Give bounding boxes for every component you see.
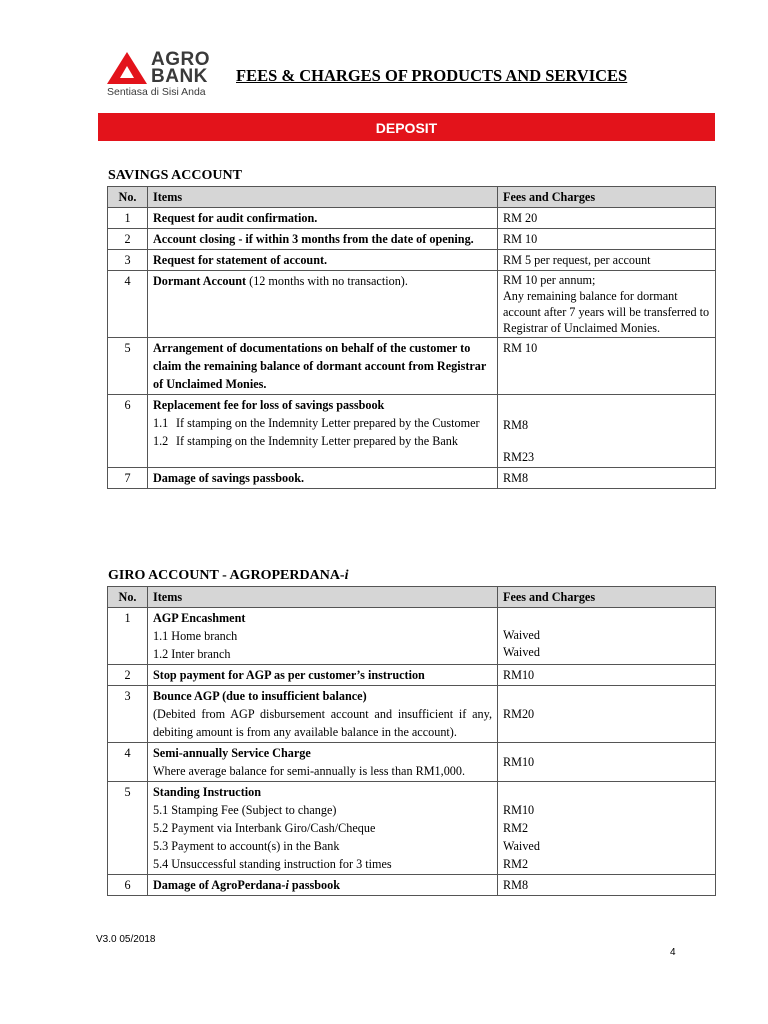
savings-section-title: SAVINGS ACCOUNT bbox=[108, 168, 242, 183]
row-fee: RM10 bbox=[498, 665, 716, 686]
sub-item: 5.1 Stamping Fee (Subject to change) bbox=[153, 803, 337, 817]
row-item-heading: Replacement fee for loss of savings passbook bbox=[153, 398, 385, 412]
row-item bbox=[148, 743, 498, 782]
row-fee: RM 5 per request, per account bbox=[498, 250, 716, 271]
row-fee bbox=[498, 608, 716, 665]
sub-item: 5.3 Payment to account(s) in the Bank bbox=[153, 839, 340, 853]
row-item bbox=[148, 608, 498, 665]
table-row bbox=[108, 250, 716, 271]
page-number: 4 bbox=[670, 947, 676, 958]
row-no: 6 bbox=[108, 875, 148, 896]
document-title: FEES & CHARGES OF PRODUCTS AND SERVICES bbox=[236, 66, 628, 85]
row-fee: RM8 bbox=[498, 468, 716, 489]
header-fees: Fees and Charges bbox=[498, 187, 716, 208]
giro-section-title bbox=[108, 568, 348, 584]
table-row bbox=[108, 229, 716, 250]
sub-item bbox=[153, 414, 492, 432]
row-item: Damage of savings passbook. bbox=[148, 468, 498, 489]
row-fee: RM10 bbox=[498, 743, 716, 782]
sub-fee: RM23 bbox=[503, 450, 535, 464]
row-item: Arrangement of documentations on behalf of the customer to claim the remaining balance of dormant account from Registrar of Unclaimed Monies. bbox=[148, 338, 498, 395]
document-version: V3.0 05/2018 bbox=[96, 934, 156, 945]
row-fee: RM8 bbox=[498, 875, 716, 896]
table-row bbox=[108, 608, 716, 665]
row-no: 2 bbox=[108, 665, 148, 686]
sub-item-num: 1.2 bbox=[153, 434, 169, 448]
row-fee: RM 10 bbox=[498, 338, 716, 395]
row-fee: RM 10 bbox=[498, 229, 716, 250]
row-item bbox=[148, 782, 498, 875]
row-no: 4 bbox=[108, 271, 148, 338]
table-row bbox=[108, 686, 716, 743]
row-item-desc: (Debited from AGP disbursement account and insufficient if any, debiting amount is from any available balance in the account). bbox=[153, 707, 492, 739]
header-items: Items bbox=[148, 587, 498, 608]
sub-item-text: If stamping on the Indemnity Letter prepared by the Customer bbox=[176, 416, 480, 430]
giro-title-italic: i bbox=[344, 568, 349, 583]
row-item: Request for audit confirmation. bbox=[148, 208, 498, 229]
sub-item: 1.1 Home branch bbox=[153, 629, 238, 643]
row-item bbox=[148, 271, 498, 338]
row-item-desc: Where average balance for semi-annually is less than RM1,000. bbox=[153, 764, 466, 778]
sub-item: 5.4 Unsuccessful standing instruction for 3 times bbox=[153, 857, 392, 871]
table-row bbox=[108, 665, 716, 686]
sub-fee: RM2 bbox=[503, 857, 529, 871]
table-row bbox=[108, 395, 716, 468]
table-row bbox=[108, 208, 716, 229]
row-item-main: Damage of AgroPerdana- bbox=[153, 878, 286, 892]
table-header-row bbox=[108, 587, 716, 608]
row-item: Stop payment for AGP as per customer’s instruction bbox=[148, 665, 498, 686]
row-item-bold: Dormant Account bbox=[153, 274, 247, 288]
logo-text-agro: AGRO bbox=[151, 49, 210, 70]
row-item-italic: i bbox=[285, 878, 289, 892]
row-no: 6 bbox=[108, 395, 148, 468]
giro-title-main: GIRO ACCOUNT - AGROPERDANA- bbox=[108, 568, 345, 583]
row-no: 5 bbox=[108, 782, 148, 875]
row-item: Request for statement of account. bbox=[148, 250, 498, 271]
agrobank-triangle-icon bbox=[107, 52, 147, 84]
sub-item: 1.2 Inter branch bbox=[153, 647, 231, 661]
row-no: 1 bbox=[108, 208, 148, 229]
sub-fee: Waived bbox=[503, 839, 540, 853]
row-item-heading: Bounce AGP (due to insufficient balance) bbox=[153, 689, 367, 703]
row-item-heading: AGP Encashment bbox=[153, 611, 246, 625]
row-item bbox=[148, 686, 498, 743]
table-row bbox=[108, 782, 716, 875]
row-no: 7 bbox=[108, 468, 148, 489]
row-fee: RM 20 bbox=[498, 208, 716, 229]
table-row bbox=[108, 271, 716, 338]
sub-fee: RM2 bbox=[503, 821, 529, 835]
row-item: Account closing - if within 3 months from the date of opening. bbox=[148, 229, 498, 250]
table-row bbox=[108, 468, 716, 489]
row-fee bbox=[498, 271, 716, 338]
table-header-row bbox=[108, 187, 716, 208]
sub-item: 5.2 Payment via Interbank Giro/Cash/Cheque bbox=[153, 821, 376, 835]
row-no: 3 bbox=[108, 686, 148, 743]
row-fee-line: Any remaining balance for dormant account after 7 years will be transferred to Registrar of Unclaimed Monies. bbox=[503, 289, 710, 335]
row-no: 1 bbox=[108, 608, 148, 665]
sub-item-text: If stamping on the Indemnity Letter prepared by the Bank bbox=[176, 434, 458, 448]
sub-fee: RM10 bbox=[503, 803, 535, 817]
sub-fee: Waived bbox=[503, 628, 540, 642]
row-no: 5 bbox=[108, 338, 148, 395]
logo-text-bank: BANK bbox=[151, 66, 208, 87]
header-no: No. bbox=[108, 587, 148, 608]
row-fee-line: RM 10 per annum; bbox=[503, 273, 596, 287]
savings-fees-table bbox=[107, 186, 716, 489]
row-item-rest: (12 months with no transaction). bbox=[246, 274, 408, 288]
header-fees: Fees and Charges bbox=[498, 587, 716, 608]
row-no: 2 bbox=[108, 229, 148, 250]
table-row bbox=[108, 338, 716, 395]
sub-fee: RM8 bbox=[503, 418, 529, 432]
table-row bbox=[108, 743, 716, 782]
header-items: Items bbox=[148, 187, 498, 208]
row-item-heading: Semi-annually Service Charge bbox=[153, 746, 311, 760]
table-row bbox=[108, 875, 716, 896]
row-item-heading: Standing Instruction bbox=[153, 785, 262, 799]
sub-item-num: 1.1 bbox=[153, 416, 169, 430]
row-no: 3 bbox=[108, 250, 148, 271]
row-no: 4 bbox=[108, 743, 148, 782]
sub-fee: Waived bbox=[503, 645, 540, 659]
header-no: No. bbox=[108, 187, 148, 208]
row-fee bbox=[498, 782, 716, 875]
row-fee: RM20 bbox=[498, 686, 716, 743]
row-item bbox=[148, 395, 498, 468]
giro-fees-table bbox=[107, 586, 716, 896]
sub-item bbox=[153, 432, 492, 450]
row-item-tail: passbook bbox=[288, 878, 341, 892]
row-fee bbox=[498, 395, 716, 468]
logo-tagline: Sentiasa di Sisi Anda bbox=[107, 86, 206, 98]
agrobank-logo bbox=[107, 50, 217, 100]
row-item bbox=[148, 875, 498, 896]
deposit-banner: DEPOSIT bbox=[98, 113, 715, 141]
